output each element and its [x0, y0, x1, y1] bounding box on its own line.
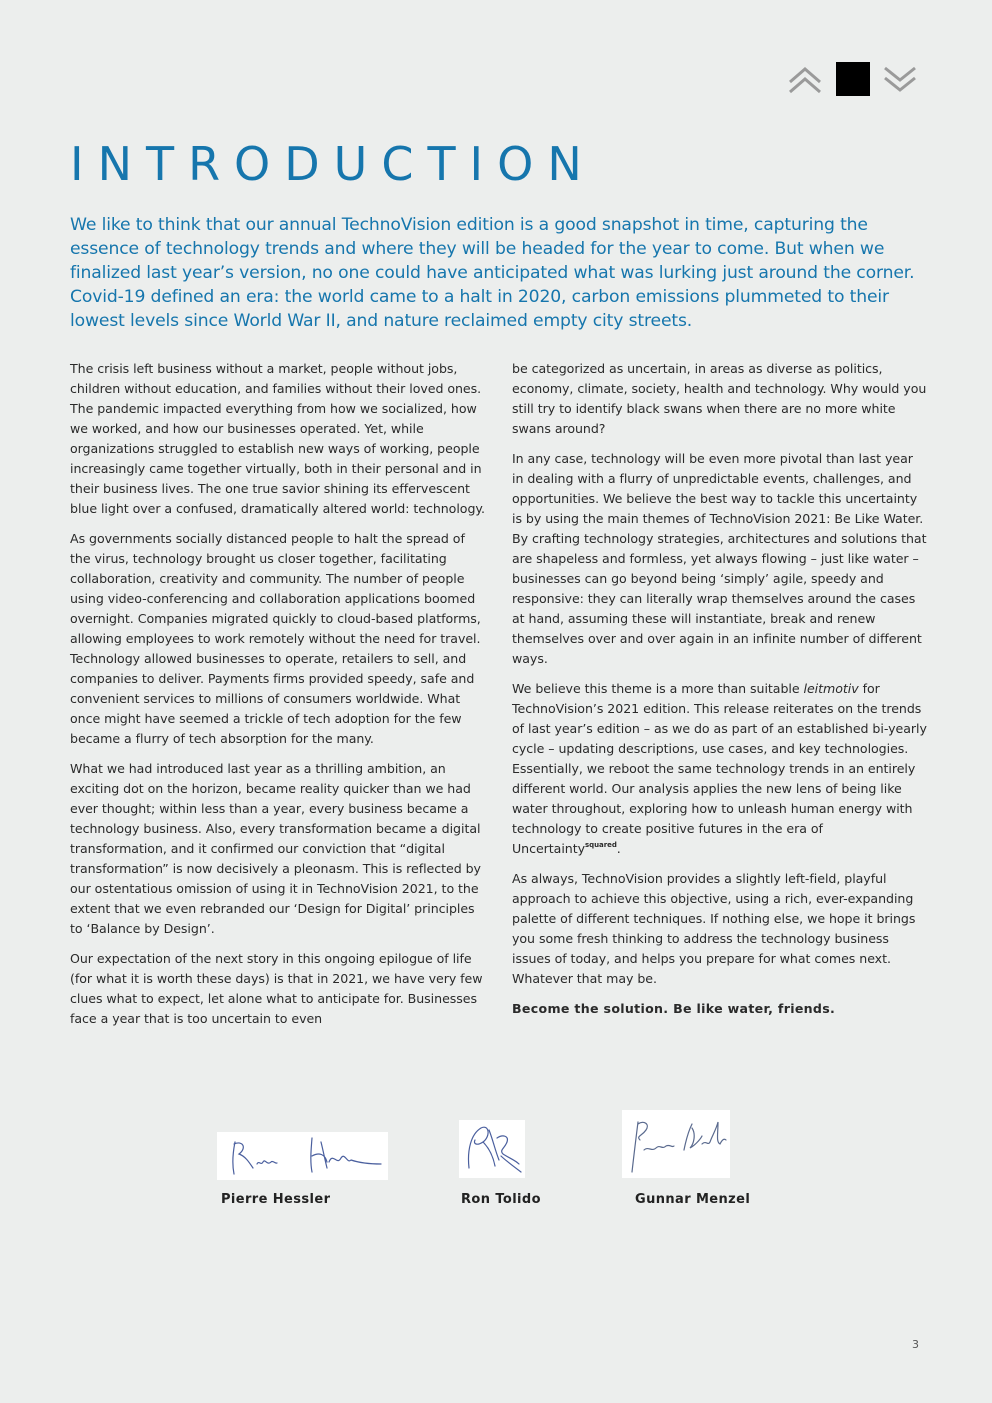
paragraph-text: We believe this theme is a more than suitable: [512, 681, 804, 696]
body-paragraph: As governments socially distanced people to halt the spread of the virus, technology brought us closer together, facilitating collaboration, creativity and community. The number of people using video-conferencing and collaboration applications boomed overnight. Companies migrated quickly to cloud-based platforms, allowing employees to work remotely without the need for travel. Technology allowed businesses to operate, retailers to sell, and companies to deliver. Payments firms provided speedy, safe and convenient services to millions of consumers worldwide. What once might have seemed a trickle of tech adoption for the few became a flurry of tech absorption for the many.: [70, 531, 481, 746]
body-paragraph: In any case, technology will be even more pivotal than last year in dealing with a flurry of unpredictable events, challenges, and opportunities. We believe the best way to tackle this uncertainty is by using the main themes of TechnoVision 2021: Be Like Water. By crafting technology strategies, architectures and solutions that are shapeless and formless, yet always flowing – just like water – businesses can go beyond being ‘simply’ agile, speedy and responsive: they can literally wrap themselves around the cases at hand, assuming these will instantiate, break and renew themselves over and over again in an infinite number of different ways.: [512, 451, 927, 666]
signature-image-gunnar-menzel: [622, 1110, 730, 1178]
signatory-name: Gunnar Menzel: [635, 1192, 751, 1207]
page-title: INTRODUCTION: [70, 137, 596, 191]
closing-statement: Become the solution. Be like water, friends.: [512, 1001, 836, 1016]
signature-icon: [622, 1110, 730, 1178]
body-paragraph: be categorized as uncertain, in areas as diverse as politics, economy, climate, society, health and technology. Why would you still try to identify black swans when there are no more white swans around?: [512, 361, 927, 436]
previous-page-button[interactable]: [786, 62, 824, 96]
page-navigation: [786, 62, 918, 96]
page-number: 3: [912, 1338, 919, 1351]
intro-lead-paragraph: We like to think that our annual TechnoVision edition is a good snapshot in time, capturing the essence of technology trends and where they will be headed for the year to come. But when we finalized last year’s version, no one could have anticipated what was lurking just around the corner. Covid-19 defined an era: the world came to a halt in 2020, carbon emissions plummeted to their lowest levels since World War II, and nature reclaimed empty city streets.: [70, 215, 915, 331]
body-paragraph: Our expectation of the next story in this ongoing epilogue of life (for what it is worth these days) is that in 2021, we have very few clues what to expect, let alone what to anticipate for. Businesses face a year that is too uncertain to even: [70, 951, 483, 1026]
right-text-column: [512, 359, 927, 1029]
signature-icon: [217, 1132, 388, 1180]
superscript-text: squared: [585, 841, 617, 849]
signature-image-ron-tolido: [459, 1120, 525, 1178]
body-paragraph: As always, TechnoVision provides a slightly left-field, playful approach to achieve this objective, using a rich, ever-expanding palette of different techniques. If nothing else, we hope it brings you some fresh thinking to address the technology business issues of today, and helps you prepare for what comes next. Whatever that may be.: [512, 871, 916, 986]
body-paragraph: What we had introduced last year as a thrilling ambition, an exciting dot on the horizon, became reality quicker than we had ever thought; within less than a year, every business became a technology business. Also, every transformation became a digital transformation, and it confirmed our conviction that “digital transformation” is now decisively a pleonasm. This is reflected by our ostentatious omission of using it in TechnoVision 2021, to the extent that we even rebranded our ‘Design for Digital’ principles to ‘Balance by Design’.: [70, 761, 481, 936]
square-home-icon[interactable]: [836, 62, 870, 96]
paragraph-text: .: [616, 841, 621, 856]
signatory-name: Ron Tolido: [461, 1192, 541, 1207]
double-chevron-down-icon: [882, 62, 918, 96]
body-paragraph: The crisis left business without a market, people without jobs, children without education, and families without their loved ones. The pandemic impacted everything from how we socialized, how we worked, and how our businesses operated. Yet, while organizations struggled to establish new ways of working, people increasingly came together virtually, both in their personal and in their business lives. The one true savior shining its effervescent blue light over a confused, dramatically altered world: technology.: [70, 361, 485, 516]
paragraph-text: for TechnoVision’s 2021 edition. This release reiterates on the trends of last year’s edition – as we do as part of an established bi-yearly cycle – updating descriptions, use cases, and key technologies. Essentially, we reboot the same technology trends in an entirely different world. Our analysis applies the new lens of being like water throughout, exploring how to unleash human energy with technology to create positive futures in the era of Uncertainty: [512, 681, 927, 856]
next-page-button[interactable]: [882, 62, 918, 96]
emphasis-text: leitmotiv: [803, 681, 859, 696]
double-chevron-up-icon: [786, 62, 824, 96]
body-paragraph: [512, 679, 927, 859]
signatory-name: Pierre Hessler: [221, 1192, 331, 1207]
signature-icon: [459, 1120, 525, 1178]
left-text-column: [70, 359, 485, 1039]
signature-image-pierre-hessler: [217, 1132, 388, 1180]
